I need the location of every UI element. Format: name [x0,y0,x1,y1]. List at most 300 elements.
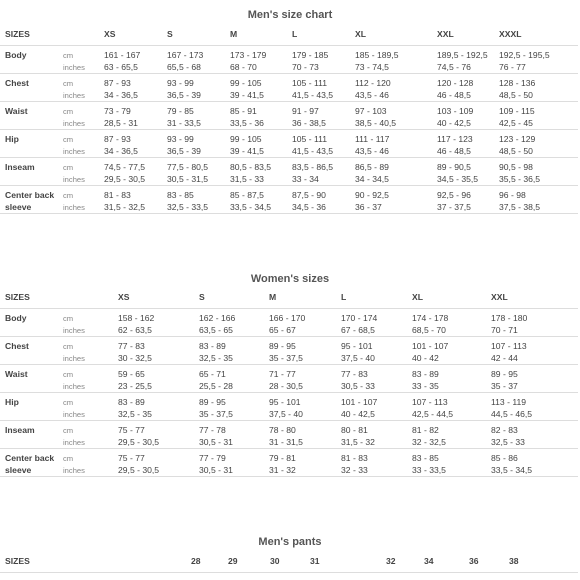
unit-cell [63,46,104,74]
measurement-row [0,393,578,421]
measurement-row [0,309,578,337]
womens-size-table [0,288,578,477]
size-header: L [292,25,355,46]
cm-value: 89 - 95 [269,341,296,351]
cm-value: 112 - 120 [355,78,391,88]
inches-value: 44,5 - 46,5 [491,408,533,419]
size-value-cell [412,449,491,477]
cm-value: 83 - 89 [118,397,145,407]
size-value-cell [292,74,355,102]
size-value-cell [355,130,437,158]
size-header: XXL [437,25,499,46]
mens-pants-table [0,552,578,573]
unit-header-spacer [63,288,118,309]
size-value-cell [491,337,578,365]
inches-value: 33,5 - 34,5 [230,201,272,212]
inches-value: 37,5 - 38,5 [499,201,541,212]
inches-value: 32,5 - 33 [491,436,525,447]
unit-inches: inches [63,409,85,419]
unit-cm: cm [63,314,74,323]
cm-value: 128 - 136 [499,78,536,88]
measurement-row [0,74,578,102]
size-value-cell [499,102,578,130]
inches-value: 36,5 - 39 [167,145,201,156]
cm-value: 78 - 80 [269,425,296,435]
pants-size-header: 36 [469,552,509,573]
unit-cm: cm [63,79,74,88]
size-value-cell [437,186,499,214]
inches-value: 23 - 25,5 [118,380,152,391]
inches-value: 40 - 42 [412,352,439,363]
cm-value: 91 - 97 [292,106,319,116]
cm-value: 167 - 173 [167,50,204,60]
size-value-cell [355,158,437,186]
size-value-cell [499,158,578,186]
inches-value: 76 - 77 [499,61,526,72]
cm-value: 85 - 91 [230,106,257,116]
inches-value: 35,5 - 36,5 [499,173,541,184]
inches-value: 37,5 - 40 [341,352,375,363]
pants-sizes-header: SIZES [0,552,191,573]
unit-cell [63,74,104,102]
unit-inches: inches [63,118,85,128]
inches-value: 34,5 - 35,5 [437,173,479,184]
size-value-cell [499,186,578,214]
inches-value: 30,5 - 33 [341,380,375,391]
size-value-cell [412,365,491,393]
mens-pants-title: Men's pants [258,536,322,548]
cm-value: 89 - 95 [491,369,518,379]
size-value-cell [292,158,355,186]
size-value-cell [355,186,437,214]
cm-value: 97 - 103 [355,106,387,116]
inches-value: 30,5 - 31,5 [167,173,209,184]
cm-value: 95 - 101 [341,341,373,351]
inches-value: 42 - 44 [491,352,518,363]
cm-value: 113 - 119 [491,397,527,407]
cm-value: 185 - 189,5 [355,50,399,60]
inches-value: 29,5 - 30,5 [118,436,160,447]
inches-value: 35 - 37,5 [269,352,303,363]
unit-cm: cm [63,398,74,407]
unit-cm: cm [63,163,74,172]
size-header: L [341,288,412,309]
size-value-cell [104,46,167,74]
cm-value: 87,5 - 90 [292,190,326,200]
size-value-cell [437,102,499,130]
inches-value: 31 - 33,5 [167,117,201,128]
size-value-cell [104,74,167,102]
inches-value: 31,5 - 32 [341,436,375,447]
inches-value: 48,5 - 50 [499,89,533,100]
cm-value: 99 - 105 [230,78,262,88]
inches-value: 29,5 - 30,5 [118,464,160,475]
unit-cm: cm [63,135,74,144]
cm-value: 117 - 123 [437,134,473,144]
sizes-header: SIZES [0,25,63,46]
cm-value: 103 - 109 [437,106,474,116]
unit-cm: cm [63,426,74,435]
inches-value: 34 - 36,5 [104,145,138,156]
size-value-cell [167,74,230,102]
cm-value: 107 - 113 [491,341,527,351]
size-value-cell [118,449,199,477]
size-value-cell [437,74,499,102]
size-header: XS [104,25,167,46]
inches-value: 41,5 - 43,5 [292,145,334,156]
unit-inches: inches [63,90,85,100]
unit-inches: inches [63,353,85,363]
inches-value: 33,5 - 36 [230,117,264,128]
size-value-cell [437,46,499,74]
size-value-cell [230,74,292,102]
size-value-cell [199,393,269,421]
inches-value: 36 - 37 [355,201,382,212]
inches-value: 42,5 - 44,5 [412,408,454,419]
size-header: M [269,288,341,309]
cm-value: 86,5 - 89 [355,162,389,172]
cm-value: 93 - 99 [167,78,194,88]
inches-value: 33 - 35 [412,380,439,391]
cm-value: 83 - 85 [412,453,439,463]
cm-value: 99 - 105 [230,134,262,144]
measurement-label: Center back sleeve [0,449,63,477]
cm-value: 89 - 90,5 [437,162,471,172]
inches-value: 28 - 30,5 [269,380,303,391]
measurement-label: Inseam [0,421,63,449]
cm-value: 173 - 179 [230,50,267,60]
size-value-cell [199,309,269,337]
measurement-label: Body [0,46,63,74]
inches-value: 34,5 - 36 [292,201,326,212]
size-value-cell [167,158,230,186]
size-value-cell [230,130,292,158]
size-value-cell [412,309,491,337]
measurement-label: Center back sleeve [0,186,63,214]
unit-cell [63,130,104,158]
cm-value: 161 - 167 [104,50,141,60]
inches-value: 68 - 70 [230,61,257,72]
inches-value: 34 - 34,5 [355,173,389,184]
size-value-cell [355,102,437,130]
measurement-row [0,337,578,365]
unit-inches: inches [63,325,85,335]
size-value-cell [437,130,499,158]
size-value-cell [230,186,292,214]
measurement-row [0,186,578,214]
size-value-cell [167,46,230,74]
size-value-cell [269,365,341,393]
pants-size-header: 32 [386,552,424,573]
cm-value: 189,5 - 192,5 [437,50,488,60]
size-value-cell [491,309,578,337]
inches-value: 35 - 37 [491,380,518,391]
cm-value: 79 - 81 [269,453,296,463]
measurement-row [0,46,578,74]
inches-value: 39 - 41,5 [230,145,264,156]
measurement-row [0,421,578,449]
inches-value: 70 - 71 [491,324,518,335]
unit-cm: cm [63,51,74,60]
cm-value: 166 - 170 [269,313,306,323]
size-value-cell [118,309,199,337]
inches-value: 31,5 - 33 [230,173,264,184]
pants-size-header: 31 [310,552,386,573]
size-value-cell [292,46,355,74]
cm-value: 87 - 93 [104,134,131,144]
cm-value: 105 - 111 [292,78,328,88]
cm-value: 80 - 81 [341,425,368,435]
size-value-cell [167,186,230,214]
unit-cell [63,186,104,214]
cm-value: 75 - 77 [118,425,145,435]
cm-value: 96 - 98 [499,190,526,200]
measurement-label: Inseam [0,158,63,186]
size-value-cell [499,130,578,158]
size-value-cell [341,365,412,393]
cm-value: 192,5 - 195,5 [499,50,550,60]
unit-cell [63,365,118,393]
size-value-cell [118,337,199,365]
inches-value: 32,5 - 35 [118,408,152,419]
measurement-row [0,130,578,158]
size-value-cell [230,158,292,186]
unit-inches: inches [63,146,85,156]
size-value-cell [491,393,578,421]
size-value-cell [269,337,341,365]
size-value-cell [199,449,269,477]
unit-cell [63,102,104,130]
unit-cm: cm [63,107,74,116]
size-header: XL [412,288,491,309]
size-value-cell [230,46,292,74]
size-value-cell [412,421,491,449]
inches-value: 35 - 37,5 [199,408,233,419]
cm-value: 77 - 78 [199,425,226,435]
unit-cell [63,449,118,477]
size-header: S [167,25,230,46]
size-value-cell [118,365,199,393]
measurement-label: Body [0,309,63,337]
size-value-cell [499,46,578,74]
size-value-cell [341,421,412,449]
size-value-cell [491,449,578,477]
unit-cell [63,158,104,186]
inches-value: 67 - 68,5 [341,324,375,335]
size-value-cell [341,449,412,477]
inches-value: 70 - 73 [292,61,319,72]
cm-value: 77 - 79 [199,453,226,463]
size-value-cell [292,130,355,158]
inches-value: 33 - 34 [292,173,319,184]
inches-value: 63 - 65,5 [104,61,138,72]
cm-value: 77 - 83 [341,369,368,379]
inches-value: 41,5 - 43,5 [292,89,334,100]
cm-value: 162 - 166 [199,313,236,323]
size-value-cell [199,337,269,365]
measurement-row [0,102,578,130]
measurement-label: Hip [0,130,63,158]
cm-value: 79 - 85 [167,106,194,116]
cm-value: 77,5 - 80,5 [167,162,209,172]
unit-cm: cm [63,191,74,200]
unit-inches: inches [63,381,85,391]
cm-value: 75 - 77 [118,453,145,463]
inches-value: 42,5 - 45 [499,117,533,128]
inches-value: 30 - 32,5 [118,352,152,363]
size-value-cell [104,158,167,186]
inches-value: 63,5 - 65 [199,324,233,335]
size-value-cell [412,337,491,365]
cm-value: 83 - 89 [412,369,439,379]
inches-value: 36,5 - 39 [167,89,201,100]
pants-size-header: 34 [424,552,469,573]
unit-cm: cm [63,454,74,463]
inches-value: 31,5 - 32,5 [104,201,146,212]
unit-inches: inches [63,202,85,212]
inches-value: 30,5 - 31 [199,436,233,447]
unit-cm: cm [63,342,74,351]
inches-value: 46 - 48,5 [437,145,471,156]
size-value-cell [499,74,578,102]
mens-size-table [0,25,578,214]
size-header: S [199,288,269,309]
inches-value: 33 - 33,5 [412,464,446,475]
unit-inches: inches [63,174,85,184]
cm-value: 87 - 93 [104,78,131,88]
pants-size-header: 28 [191,552,228,573]
size-value-cell [118,393,199,421]
measurement-label: Waist [0,102,63,130]
unit-header-spacer [63,25,104,46]
inches-value: 37 - 37,5 [437,201,471,212]
measurement-label: Hip [0,393,63,421]
size-value-cell [292,102,355,130]
unit-cell [63,337,118,365]
size-value-cell [341,337,412,365]
size-value-cell [355,74,437,102]
womens-sizes-title: Women's sizes [250,273,330,285]
inches-value: 43,5 - 46 [355,89,389,100]
unit-cell [63,421,118,449]
size-value-cell [199,365,269,393]
inches-value: 37,5 - 40 [269,408,303,419]
cm-value: 85 - 87,5 [230,190,264,200]
inches-value: 62 - 63,5 [118,324,152,335]
size-value-cell [199,421,269,449]
inches-value: 48,5 - 50 [499,145,533,156]
size-header: XXL [491,288,578,309]
pants-size-header: 30 [270,552,310,573]
size-value-cell [412,393,491,421]
cm-value: 93 - 99 [167,134,194,144]
unit-inches: inches [63,62,85,72]
inches-value: 36 - 38,5 [292,117,326,128]
cm-value: 179 - 185 [292,50,329,60]
size-value-cell [355,46,437,74]
size-value-cell [491,365,578,393]
unit-cell [63,393,118,421]
inches-value: 30,5 - 31 [199,464,233,475]
inches-value: 32,5 - 35 [199,352,233,363]
sizes-header: SIZES [0,288,63,309]
cm-value: 81 - 83 [104,190,131,200]
inches-value: 32,5 - 33,5 [167,201,209,212]
cm-value: 120 - 128 [437,78,474,88]
size-value-cell [269,449,341,477]
measurement-label: Chest [0,74,63,102]
inches-value: 33,5 - 34,5 [491,464,533,475]
cm-value: 89 - 95 [199,397,226,407]
cm-value: 73 - 79 [104,106,131,116]
size-value-cell [341,393,412,421]
size-value-cell [292,186,355,214]
cm-value: 71 - 77 [269,369,296,379]
inches-value: 40 - 42,5 [437,117,471,128]
size-value-cell [269,393,341,421]
cm-value: 80,5 - 83,5 [230,162,272,172]
cm-value: 85 - 86 [491,453,518,463]
mens-size-chart-title: Men's size chart [247,9,333,21]
size-value-cell [167,130,230,158]
cm-value: 59 - 65 [118,369,145,379]
measurement-row [0,158,578,186]
cm-value: 90,5 - 98 [499,162,533,172]
inches-value: 34 - 36,5 [104,89,138,100]
size-value-cell [341,309,412,337]
size-value-cell [230,102,292,130]
size-value-cell [118,421,199,449]
cm-value: 170 - 174 [341,313,378,323]
inches-value: 32 - 32,5 [412,436,446,447]
size-header: XXXL [499,25,578,46]
size-value-cell [491,421,578,449]
cm-value: 90 - 92,5 [355,190,389,200]
cm-value: 74,5 - 77,5 [104,162,146,172]
inches-value: 68,5 - 70 [412,324,446,335]
unit-inches: inches [63,437,85,447]
inches-value: 28,5 - 31 [104,117,138,128]
inches-value: 46 - 48,5 [437,89,471,100]
pants-size-header: 38 [509,552,578,573]
inches-value: 29,5 - 30,5 [104,173,146,184]
cm-value: 158 - 162 [118,313,155,323]
cm-value: 109 - 115 [499,106,535,116]
measurement-label: Chest [0,337,63,365]
inches-value: 65,5 - 68 [167,61,201,72]
size-value-cell [104,130,167,158]
size-value-cell [269,421,341,449]
cm-value: 92,5 - 96 [437,190,471,200]
size-value-cell [269,309,341,337]
inches-value: 73 - 74,5 [355,61,389,72]
size-header-row [0,25,578,46]
cm-value: 178 - 180 [491,313,528,323]
inches-value: 40 - 42,5 [341,408,375,419]
cm-value: 123 - 129 [499,134,536,144]
unit-cm: cm [63,370,74,379]
measurement-label: Waist [0,365,63,393]
cm-value: 65 - 71 [199,369,226,379]
cm-value: 95 - 101 [269,397,301,407]
inches-value: 74,5 - 76 [437,61,471,72]
unit-cell [63,309,118,337]
unit-inches: inches [63,465,85,475]
size-header: XS [118,288,199,309]
cm-value: 83 - 89 [199,341,226,351]
cm-value: 83,5 - 86,5 [292,162,334,172]
inches-value: 31 - 32 [269,464,296,475]
